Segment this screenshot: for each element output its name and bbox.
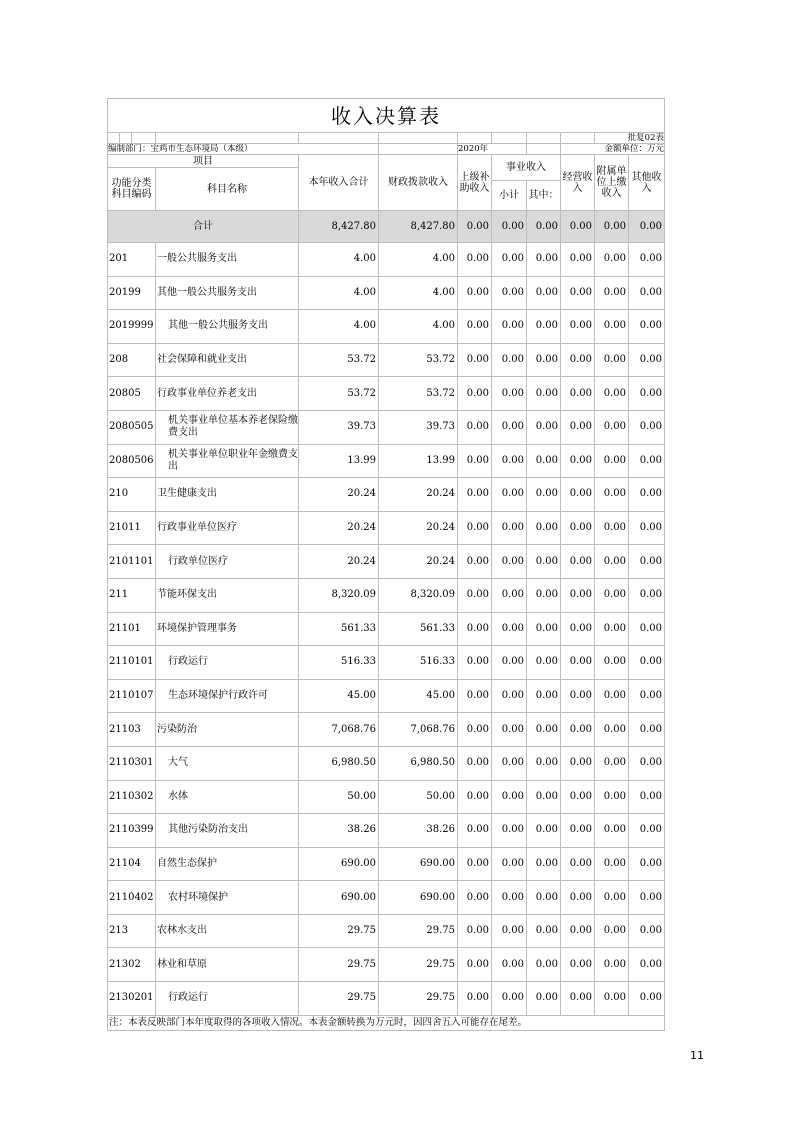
row-value: 45.00 xyxy=(299,679,379,713)
row-subject-name: 一般公共服务支出 xyxy=(156,243,299,277)
row-value: 0.00 xyxy=(629,679,665,713)
row-code: 201 xyxy=(108,243,156,277)
unit-label: 金额单位：万元 xyxy=(561,144,665,155)
row-value: 690.00 xyxy=(299,881,379,915)
row-code: 2080506 xyxy=(108,444,156,478)
table-row xyxy=(108,713,665,747)
row-code: 211 xyxy=(108,578,156,612)
row-value: 0.00 xyxy=(595,847,629,881)
table-title: 收入决算表 xyxy=(108,99,665,133)
row-value: 0.00 xyxy=(595,746,629,780)
row-value: 0.00 xyxy=(561,545,595,579)
row-subject-name: 农村环境保护 xyxy=(156,881,299,915)
row-value: 561.33 xyxy=(379,612,458,646)
row-value: 39.73 xyxy=(379,410,458,444)
row-value: 0.00 xyxy=(492,612,527,646)
row-value: 20.24 xyxy=(379,478,458,512)
row-value: 20.24 xyxy=(299,478,379,512)
row-subject-name: 机关事业单位基本养老保险缴费支出 xyxy=(156,410,299,444)
table-row xyxy=(108,881,665,915)
row-value: 0.00 xyxy=(458,746,492,780)
row-value: 0.00 xyxy=(527,612,561,646)
row-value: 0.00 xyxy=(595,444,629,478)
row-value: 13.99 xyxy=(299,444,379,478)
row-value: 0.00 xyxy=(629,814,665,848)
table-row xyxy=(108,948,665,982)
row-subject-name: 其他一般公共服务支出 xyxy=(156,310,299,344)
row-value: 0.00 xyxy=(595,948,629,982)
row-value: 8,320.09 xyxy=(379,578,458,612)
row-value: 0.00 xyxy=(458,612,492,646)
row-value: 0.00 xyxy=(595,612,629,646)
row-subject-name: 水体 xyxy=(156,780,299,814)
row-value: 0.00 xyxy=(458,713,492,747)
row-value: 0.00 xyxy=(629,243,665,277)
row-value: 0.00 xyxy=(629,982,665,1016)
total-value: 0.00 xyxy=(458,211,492,243)
row-value: 0.00 xyxy=(629,343,665,377)
total-value: 0.00 xyxy=(595,211,629,243)
row-value: 0.00 xyxy=(458,780,492,814)
row-value: 0.00 xyxy=(629,948,665,982)
row-value: 0.00 xyxy=(492,478,527,512)
row-value: 0.00 xyxy=(629,746,665,780)
row-value: 0.00 xyxy=(458,310,492,344)
row-value: 0.00 xyxy=(458,914,492,948)
page-number: 11 xyxy=(690,1049,704,1062)
table-row xyxy=(108,780,665,814)
row-value: 0.00 xyxy=(595,914,629,948)
row-value: 0.00 xyxy=(561,276,595,310)
row-value: 0.00 xyxy=(492,444,527,478)
row-value: 0.00 xyxy=(561,881,595,915)
row-subject-name: 行政事业单位养老支出 xyxy=(156,377,299,411)
row-value: 7,068.76 xyxy=(379,713,458,747)
table-row xyxy=(108,545,665,579)
total-row xyxy=(108,211,665,243)
row-value: 0.00 xyxy=(629,410,665,444)
row-value: 0.00 xyxy=(492,814,527,848)
row-subject-name: 节能环保支出 xyxy=(156,578,299,612)
row-value: 0.00 xyxy=(561,511,595,545)
row-value: 0.00 xyxy=(527,511,561,545)
row-value: 0.00 xyxy=(492,243,527,277)
table-row xyxy=(108,377,665,411)
row-value: 0.00 xyxy=(527,713,561,747)
row-code: 21101 xyxy=(108,612,156,646)
row-value: 8,320.09 xyxy=(299,578,379,612)
table-row xyxy=(108,343,665,377)
row-value: 0.00 xyxy=(527,780,561,814)
table-row xyxy=(108,746,665,780)
row-code: 21302 xyxy=(108,948,156,982)
row-value: 516.33 xyxy=(299,646,379,680)
total-label: 合计 xyxy=(108,211,299,243)
row-subject-name: 行政运行 xyxy=(156,982,299,1016)
table-row xyxy=(108,679,665,713)
row-value: 0.00 xyxy=(561,780,595,814)
row-value: 690.00 xyxy=(299,847,379,881)
row-subject-name: 生态环境保护行政许可 xyxy=(156,679,299,713)
row-value: 53.72 xyxy=(379,343,458,377)
row-code: 2101101 xyxy=(108,545,156,579)
row-value: 0.00 xyxy=(561,646,595,680)
row-value: 13.99 xyxy=(379,444,458,478)
row-subject-name: 社会保障和就业支出 xyxy=(156,343,299,377)
row-subject-name: 行政单位医疗 xyxy=(156,545,299,579)
row-code: 2110301 xyxy=(108,746,156,780)
total-value: 8,427.80 xyxy=(299,211,379,243)
row-value: 29.75 xyxy=(299,914,379,948)
row-value: 0.00 xyxy=(595,881,629,915)
row-value: 0.00 xyxy=(492,578,527,612)
row-value: 0.00 xyxy=(595,646,629,680)
row-value: 7,068.76 xyxy=(299,713,379,747)
row-value: 0.00 xyxy=(629,713,665,747)
row-value: 0.00 xyxy=(629,478,665,512)
row-value: 0.00 xyxy=(527,679,561,713)
header-of-which: 其中： xyxy=(527,181,561,211)
row-value: 0.00 xyxy=(492,343,527,377)
row-value: 0.00 xyxy=(458,478,492,512)
row-subject-name: 卫生健康支出 xyxy=(156,478,299,512)
row-code: 2080505 xyxy=(108,410,156,444)
row-value: 0.00 xyxy=(527,914,561,948)
row-value: 20.24 xyxy=(299,545,379,579)
row-value: 6,980.50 xyxy=(299,746,379,780)
row-code: 2019999 xyxy=(108,310,156,344)
row-value: 0.00 xyxy=(527,545,561,579)
row-value: 0.00 xyxy=(527,444,561,478)
row-code: 2130201 xyxy=(108,982,156,1016)
row-value: 38.26 xyxy=(379,814,458,848)
row-value: 29.75 xyxy=(299,982,379,1016)
row-value: 6,980.50 xyxy=(379,746,458,780)
row-value: 0.00 xyxy=(595,814,629,848)
row-value: 0.00 xyxy=(492,646,527,680)
row-value: 0.00 xyxy=(561,612,595,646)
row-value: 0.00 xyxy=(629,276,665,310)
table-row xyxy=(108,511,665,545)
row-value: 0.00 xyxy=(458,646,492,680)
row-subject-name: 机关事业单位职业年金缴费支出 xyxy=(156,444,299,478)
department-label: 编制部门：宝鸡市生态环境局（本级） xyxy=(108,144,379,155)
row-value: 0.00 xyxy=(527,276,561,310)
row-value: 0.00 xyxy=(527,578,561,612)
total-value: 0.00 xyxy=(492,211,527,243)
row-value: 0.00 xyxy=(527,646,561,680)
row-value: 0.00 xyxy=(629,377,665,411)
row-value: 0.00 xyxy=(595,478,629,512)
row-value: 0.00 xyxy=(492,310,527,344)
row-value: 0.00 xyxy=(595,713,629,747)
row-value: 0.00 xyxy=(492,881,527,915)
row-value: 0.00 xyxy=(492,377,527,411)
total-value: 0.00 xyxy=(561,211,595,243)
row-code: 2110399 xyxy=(108,814,156,848)
row-value: 0.00 xyxy=(527,982,561,1016)
table-note: 注：本表反映部门本年度取得的各项收入情况。本表金额转换为万元时，因四舍五入可能存在尾差。 xyxy=(108,1015,665,1030)
row-code: 208 xyxy=(108,343,156,377)
table-row xyxy=(108,814,665,848)
row-value: 53.72 xyxy=(299,343,379,377)
row-value: 0.00 xyxy=(629,612,665,646)
table-row xyxy=(108,276,665,310)
header-item: 项目 xyxy=(108,155,299,168)
row-value: 0.00 xyxy=(595,243,629,277)
row-value: 0.00 xyxy=(561,377,595,411)
year-label: 2020年 xyxy=(458,144,527,155)
row-value: 38.26 xyxy=(299,814,379,848)
row-value: 0.00 xyxy=(458,243,492,277)
row-value: 0.00 xyxy=(527,948,561,982)
row-value: 0.00 xyxy=(492,545,527,579)
total-value: 0.00 xyxy=(527,211,561,243)
row-value: 0.00 xyxy=(561,847,595,881)
header-affiliated: 附属单位上缴收入 xyxy=(595,155,629,211)
row-value: 0.00 xyxy=(561,982,595,1016)
row-value: 0.00 xyxy=(561,243,595,277)
header-total-income: 本年收入合计 xyxy=(299,155,379,211)
row-value: 0.00 xyxy=(458,276,492,310)
row-subject-name: 大气 xyxy=(156,746,299,780)
row-value: 0.00 xyxy=(458,444,492,478)
row-value: 0.00 xyxy=(561,746,595,780)
table-row xyxy=(108,478,665,512)
row-value: 0.00 xyxy=(458,511,492,545)
header-subtotal: 小计 xyxy=(492,181,527,211)
row-value: 0.00 xyxy=(561,310,595,344)
row-value: 20.24 xyxy=(379,545,458,579)
row-code: 2110101 xyxy=(108,646,156,680)
row-value: 516.33 xyxy=(379,646,458,680)
row-value: 0.00 xyxy=(492,847,527,881)
row-value: 4.00 xyxy=(299,276,379,310)
row-code: 2110107 xyxy=(108,679,156,713)
row-value: 53.72 xyxy=(299,377,379,411)
row-value: 0.00 xyxy=(561,914,595,948)
table-row xyxy=(108,612,665,646)
row-value: 0.00 xyxy=(629,780,665,814)
total-value: 0.00 xyxy=(629,211,665,243)
row-value: 4.00 xyxy=(299,243,379,277)
row-value: 0.00 xyxy=(527,343,561,377)
row-value: 0.00 xyxy=(492,914,527,948)
row-code: 20805 xyxy=(108,377,156,411)
row-value: 0.00 xyxy=(458,377,492,411)
row-value: 50.00 xyxy=(379,780,458,814)
total-value: 8,427.80 xyxy=(379,211,458,243)
row-value: 0.00 xyxy=(458,948,492,982)
row-value: 0.00 xyxy=(458,578,492,612)
row-value: 0.00 xyxy=(629,847,665,881)
row-value: 0.00 xyxy=(629,881,665,915)
row-code: 2110402 xyxy=(108,881,156,915)
row-value: 0.00 xyxy=(492,780,527,814)
header-other: 其他收入 xyxy=(629,155,665,211)
row-value: 0.00 xyxy=(629,310,665,344)
row-value: 0.00 xyxy=(458,679,492,713)
row-value: 0.00 xyxy=(527,410,561,444)
row-value: 29.75 xyxy=(379,914,458,948)
row-value: 0.00 xyxy=(527,243,561,277)
row-value: 0.00 xyxy=(458,343,492,377)
row-value: 0.00 xyxy=(561,713,595,747)
row-value: 0.00 xyxy=(629,444,665,478)
row-value: 20.24 xyxy=(299,511,379,545)
row-value: 45.00 xyxy=(379,679,458,713)
header-func-code: 功能分类科目编码 xyxy=(108,168,156,211)
row-subject-name: 其他污染防治支出 xyxy=(156,814,299,848)
form-code: 批复02表 xyxy=(595,133,665,144)
row-value: 0.00 xyxy=(492,511,527,545)
row-value: 0.00 xyxy=(492,948,527,982)
row-value: 0.00 xyxy=(492,982,527,1016)
row-value: 0.00 xyxy=(629,511,665,545)
row-value: 4.00 xyxy=(379,276,458,310)
header-fiscal: 财政拨款收入 xyxy=(379,155,458,211)
row-value: 0.00 xyxy=(561,478,595,512)
header-superior: 上级补助收入 xyxy=(458,155,492,211)
row-value: 0.00 xyxy=(595,545,629,579)
row-code: 20199 xyxy=(108,276,156,310)
income-table xyxy=(107,98,665,1031)
row-value: 0.00 xyxy=(629,646,665,680)
row-value: 690.00 xyxy=(379,881,458,915)
row-value: 4.00 xyxy=(299,310,379,344)
table-row xyxy=(108,914,665,948)
row-value: 0.00 xyxy=(458,847,492,881)
row-value: 0.00 xyxy=(629,545,665,579)
header-operating: 经营收入 xyxy=(561,155,595,211)
row-value: 0.00 xyxy=(527,478,561,512)
row-value: 4.00 xyxy=(379,310,458,344)
row-value: 0.00 xyxy=(492,679,527,713)
row-code: 21103 xyxy=(108,713,156,747)
row-value: 0.00 xyxy=(527,377,561,411)
row-value: 0.00 xyxy=(595,377,629,411)
row-value: 0.00 xyxy=(595,310,629,344)
row-value: 0.00 xyxy=(561,679,595,713)
row-subject-name: 自然生态保护 xyxy=(156,847,299,881)
row-value: 0.00 xyxy=(561,343,595,377)
row-value: 0.00 xyxy=(492,746,527,780)
row-value: 0.00 xyxy=(595,343,629,377)
row-value: 561.33 xyxy=(299,612,379,646)
row-value: 29.75 xyxy=(379,948,458,982)
table-row xyxy=(108,310,665,344)
row-value: 0.00 xyxy=(458,881,492,915)
income-statement-sheet xyxy=(107,98,664,1031)
row-value: 0.00 xyxy=(595,276,629,310)
row-value: 0.00 xyxy=(595,511,629,545)
row-value: 0.00 xyxy=(561,814,595,848)
header-business: 事业收入 xyxy=(492,155,561,181)
row-subject-name: 农林水支出 xyxy=(156,914,299,948)
row-value: 0.00 xyxy=(527,847,561,881)
table-row xyxy=(108,646,665,680)
row-value: 0.00 xyxy=(458,545,492,579)
row-code: 210 xyxy=(108,478,156,512)
table-row xyxy=(108,847,665,881)
row-value: 0.00 xyxy=(595,410,629,444)
row-value: 39.73 xyxy=(299,410,379,444)
row-value: 53.72 xyxy=(379,377,458,411)
row-subject-name: 污染防治 xyxy=(156,713,299,747)
row-code: 21104 xyxy=(108,847,156,881)
row-value: 0.00 xyxy=(629,914,665,948)
row-value: 0.00 xyxy=(595,780,629,814)
row-subject-name: 林业和草原 xyxy=(156,948,299,982)
row-code: 2110302 xyxy=(108,780,156,814)
table-row xyxy=(108,243,665,277)
row-value: 50.00 xyxy=(299,780,379,814)
row-value: 0.00 xyxy=(561,410,595,444)
row-value: 690.00 xyxy=(379,847,458,881)
table-row xyxy=(108,410,665,444)
header-subject-name: 科目名称 xyxy=(156,168,299,211)
row-value: 0.00 xyxy=(527,310,561,344)
row-value: 0.00 xyxy=(527,746,561,780)
row-subject-name: 行政事业单位医疗 xyxy=(156,511,299,545)
row-value: 0.00 xyxy=(458,410,492,444)
row-value: 0.00 xyxy=(561,444,595,478)
table-row xyxy=(108,982,665,1016)
row-subject-name: 行政运行 xyxy=(156,646,299,680)
table-row xyxy=(108,578,665,612)
row-value: 0.00 xyxy=(595,578,629,612)
row-subject-name: 其他一般公共服务支出 xyxy=(156,276,299,310)
row-value: 0.00 xyxy=(492,713,527,747)
row-value: 0.00 xyxy=(527,814,561,848)
row-value: 0.00 xyxy=(527,881,561,915)
row-value: 0.00 xyxy=(629,578,665,612)
table-row xyxy=(108,444,665,478)
row-value: 29.75 xyxy=(299,948,379,982)
row-value: 0.00 xyxy=(492,410,527,444)
row-value: 0.00 xyxy=(458,814,492,848)
row-value: 29.75 xyxy=(379,982,458,1016)
row-value: 0.00 xyxy=(561,578,595,612)
row-value: 0.00 xyxy=(595,982,629,1016)
row-code: 213 xyxy=(108,914,156,948)
row-value: 0.00 xyxy=(595,679,629,713)
row-value: 0.00 xyxy=(458,982,492,1016)
row-value: 0.00 xyxy=(492,276,527,310)
row-subject-name: 环境保护管理事务 xyxy=(156,612,299,646)
row-code: 21011 xyxy=(108,511,156,545)
row-value: 20.24 xyxy=(379,511,458,545)
row-value: 4.00 xyxy=(379,243,458,277)
row-value: 0.00 xyxy=(561,948,595,982)
